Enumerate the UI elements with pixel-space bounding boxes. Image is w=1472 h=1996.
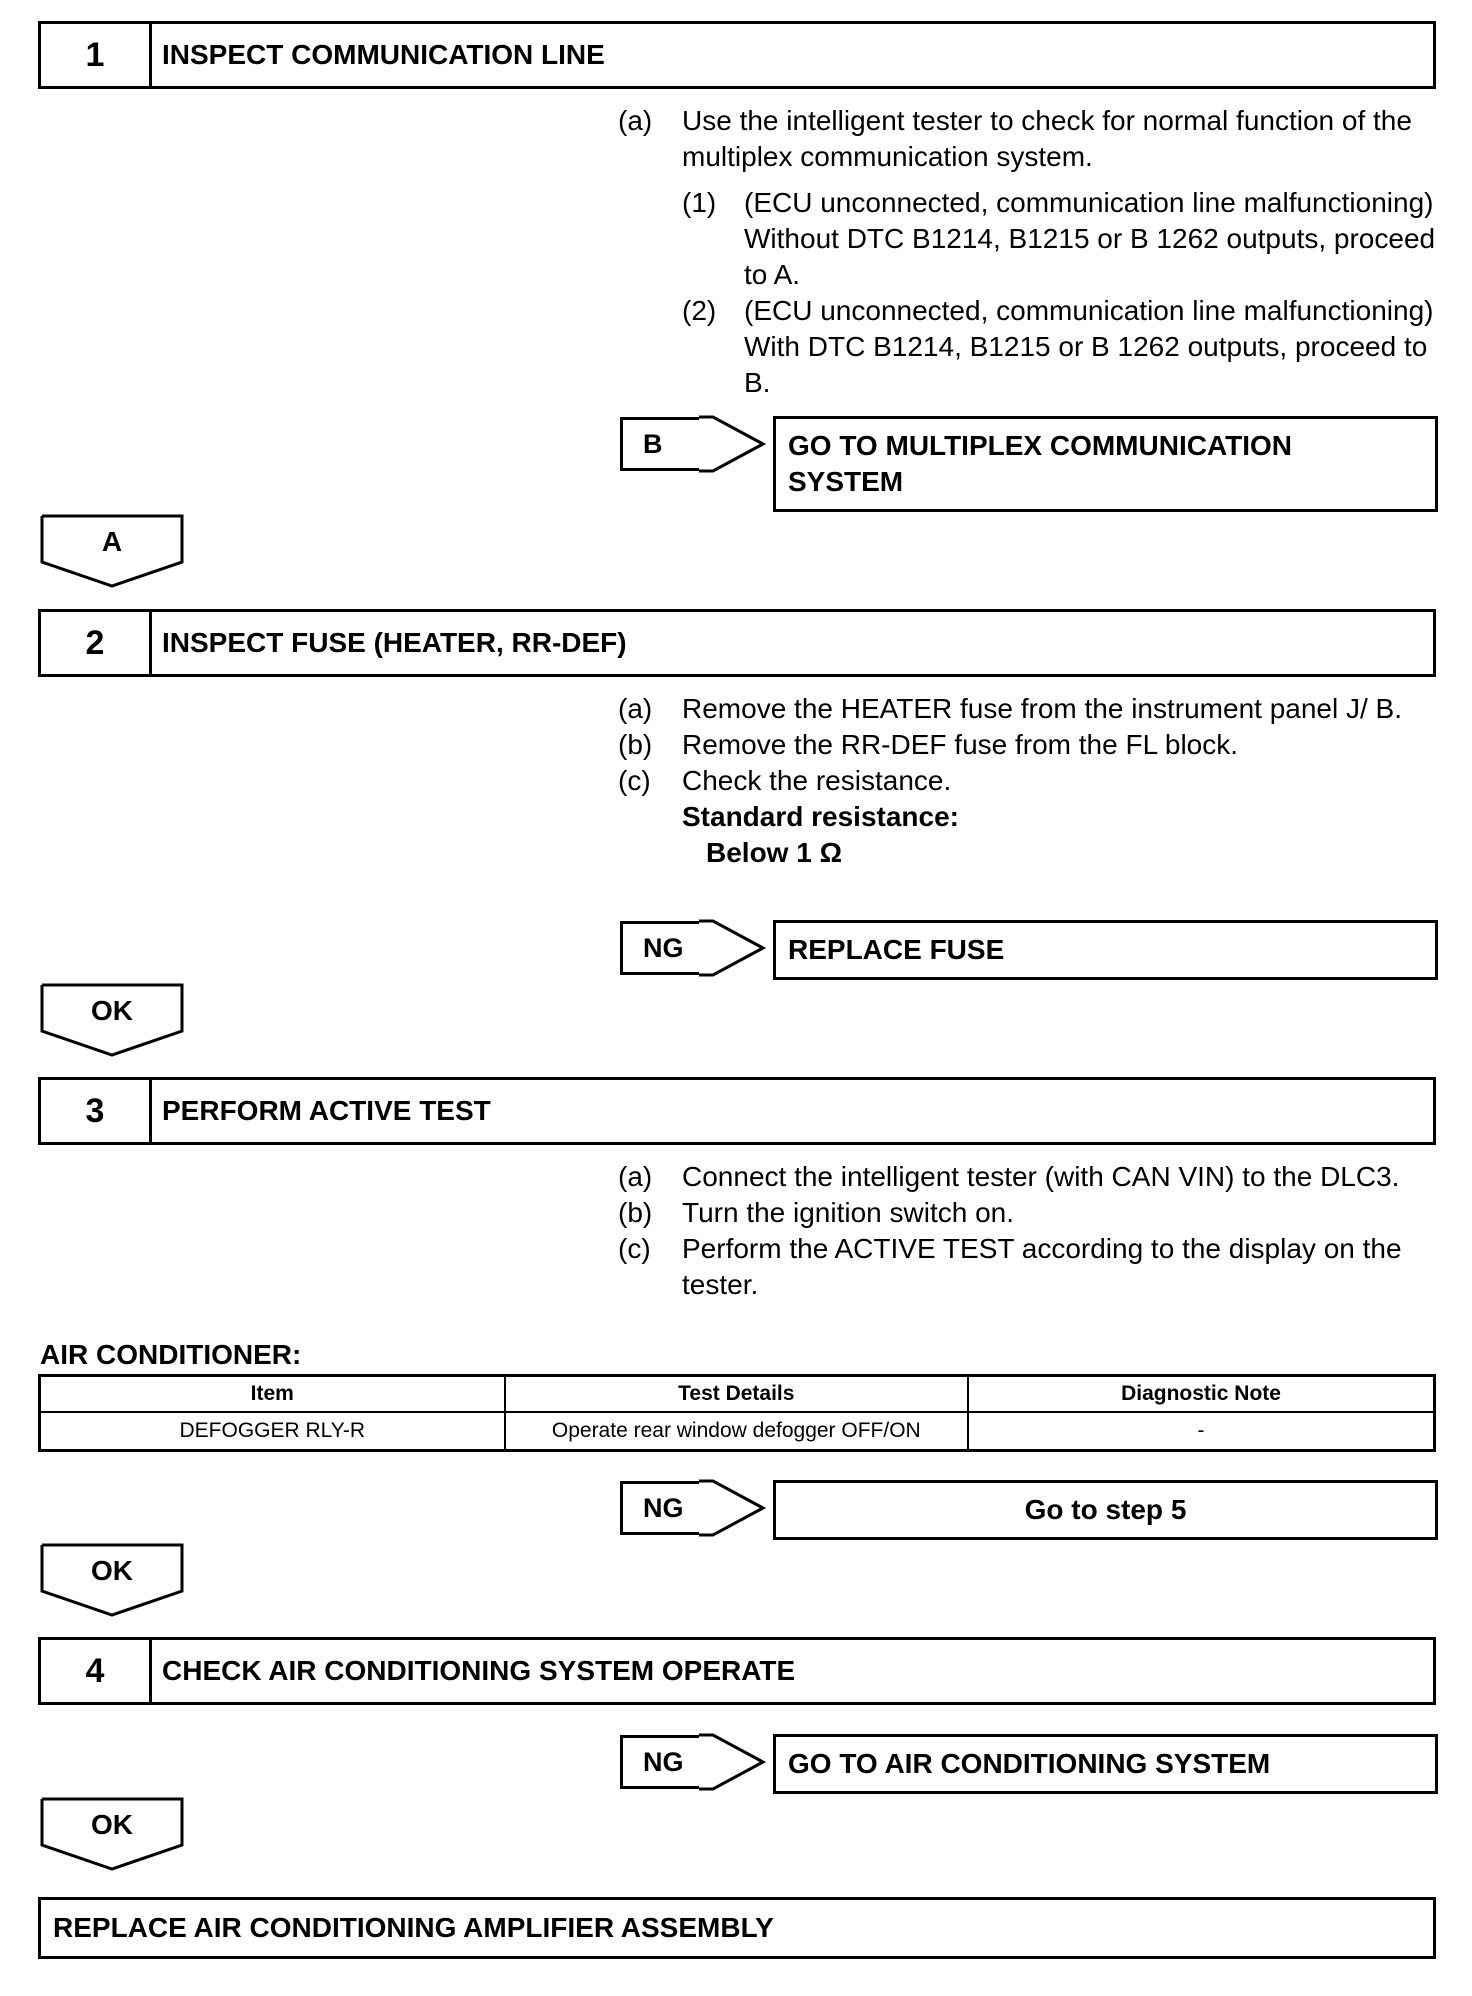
continue-arrow (40, 1543, 184, 1617)
instruction-text: Use the intelligent tester to check for normal function of the multiplex communication system. (682, 105, 1412, 172)
table-header-cell: Diagnostic Note (968, 1377, 1433, 1412)
table-title: AIR CONDITIONER: (40, 1339, 302, 1370)
instruction-label: (a) (618, 693, 653, 724)
step-2-header (38, 609, 1436, 677)
continue-arrow (40, 1797, 184, 1871)
continue-label: OK (91, 1809, 133, 1840)
step-number: 2 (41, 612, 152, 674)
step-number: 1 (41, 24, 152, 86)
branch-tag-ng: NG (620, 921, 702, 975)
branch-result-box: Go to step 5 (773, 1480, 1438, 1540)
step-number: 4 (41, 1640, 152, 1702)
subinstruction-label: (2) (682, 295, 717, 326)
instruction-label: (a) (618, 105, 653, 136)
step-4-header (38, 1637, 1436, 1705)
table-header-row (41, 1377, 1433, 1412)
instruction-item (618, 103, 1438, 175)
continue-label: OK (91, 1555, 133, 1586)
subinstruction-text: (ECU unconnected, communication line malfunctioning) Without DTC B1214, B1215 or B 1262 outputs, proceed to A. (744, 187, 1436, 290)
instruction-item (618, 763, 1438, 799)
instruction-text: Check the resistance. (682, 765, 952, 796)
step-title: CHECK AIR CONDITIONING SYSTEM OPERATE (162, 1655, 796, 1686)
table-header-cell: Item (41, 1377, 505, 1412)
instruction-item (618, 691, 1438, 727)
table-row (41, 1412, 1433, 1449)
instruction-text: Remove the RR-DEF fuse from the FL block. (682, 729, 1239, 760)
instruction-item (618, 727, 1438, 763)
continue-label: A (101, 526, 123, 557)
step-3-instructions (618, 1159, 1438, 1303)
instruction-item (618, 1231, 1438, 1303)
standard-label: Standard resistance: (682, 801, 959, 832)
instruction-label: (c) (618, 1233, 651, 1264)
instruction-label: (c) (618, 765, 651, 796)
instruction-label: (b) (618, 729, 653, 760)
step-1-header (38, 21, 1436, 89)
table-cell: - (968, 1412, 1433, 1449)
table (41, 1377, 1433, 1449)
branch-result-box: GO TO MULTIPLEX COMMUNICATION SYSTEM (773, 416, 1438, 512)
branch-arrow-icon (699, 1479, 767, 1537)
subinstruction-text: (ECU unconnected, communication line malfunctioning) With DTC B1214, B1215 or B 1262 outputs, proceed to B. (744, 295, 1434, 398)
instruction-text: Turn the ignition switch on. (682, 1197, 1015, 1228)
step-title: INSPECT FUSE (HEATER, RR-DEF) (162, 627, 627, 658)
instruction-text: Remove the HEATER fuse from the instrument panel J/ B. (682, 693, 1403, 724)
step-3-header (38, 1077, 1436, 1145)
final-action-box: REPLACE AIR CONDITIONING AMPLIFIER ASSEMBLY (38, 1897, 1436, 1959)
branch-tag-ng: NG (620, 1481, 702, 1535)
subinstruction-item (682, 293, 1438, 401)
branch-tag-ng: NG (620, 1735, 702, 1789)
branch-result-box: GO TO AIR CONDITIONING SYSTEM (773, 1734, 1438, 1794)
step-number: 3 (41, 1080, 152, 1142)
instruction-text: Perform the ACTIVE TEST according to the display on the tester. (682, 1233, 1402, 1300)
step-title: INSPECT COMMUNICATION LINE (162, 39, 605, 70)
instruction-item (618, 1195, 1438, 1231)
active-test-table (38, 1374, 1436, 1452)
instruction-item (618, 1159, 1438, 1195)
branch-tag-b: B (620, 417, 702, 471)
branch-arrow-icon (699, 919, 767, 977)
step-title: PERFORM ACTIVE TEST (162, 1095, 491, 1126)
subinstruction-item (682, 185, 1438, 293)
continue-arrow (40, 983, 184, 1057)
subinstructions (682, 185, 1438, 401)
branch-result-box: REPLACE FUSE (773, 920, 1438, 980)
subinstruction-label: (1) (682, 187, 717, 218)
instruction-label: (b) (618, 1197, 653, 1228)
table-cell: DEFOGGER RLY-R (41, 1412, 505, 1449)
step-1-instructions (618, 103, 1438, 401)
branch-arrow-icon (699, 415, 767, 473)
branch-arrow-icon (699, 1733, 767, 1791)
continue-arrow (40, 514, 184, 588)
step-2-instructions (618, 691, 1438, 871)
continue-label: OK (91, 995, 133, 1026)
table-cell: Operate rear window defogger OFF/ON (505, 1412, 969, 1449)
table-header-cell: Test Details (505, 1377, 969, 1412)
standard-value: Below 1 Ω (706, 837, 843, 868)
instruction-text: Connect the intelligent tester (with CAN VIN) to the DLC3. (682, 1161, 1400, 1192)
instruction-label: (a) (618, 1161, 653, 1192)
